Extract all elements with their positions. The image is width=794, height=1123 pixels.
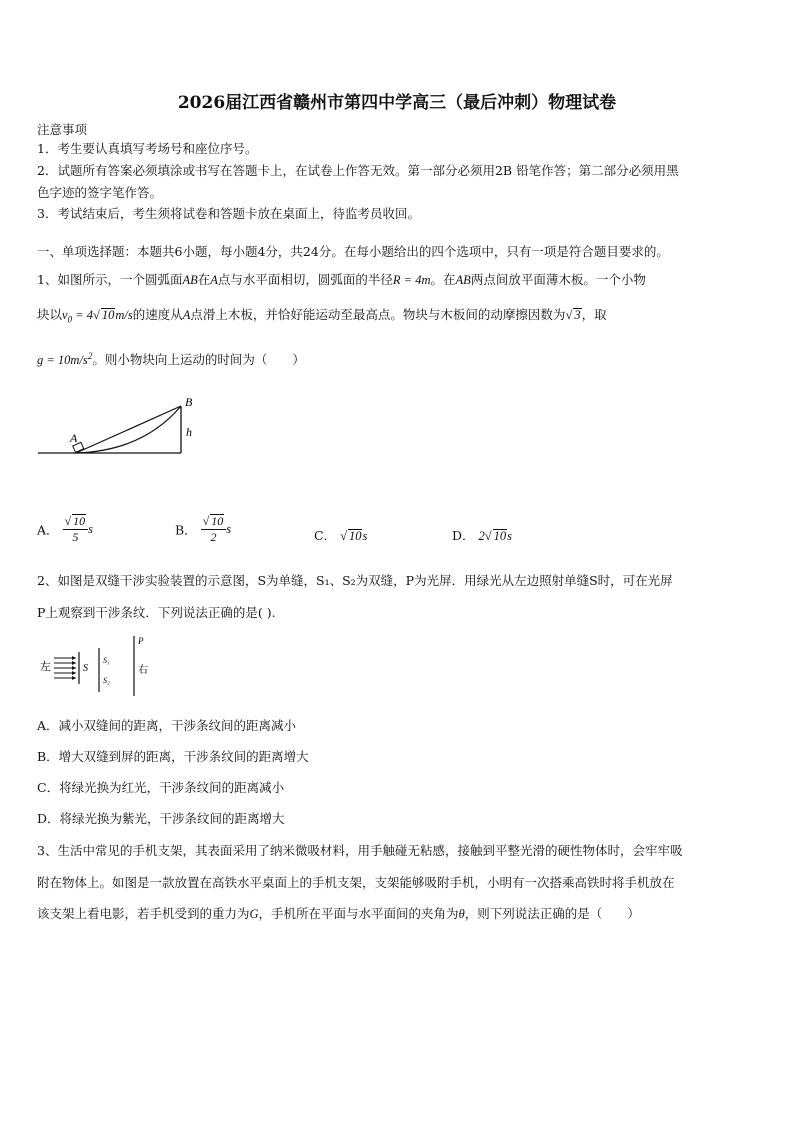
notice-item: 色字迹的签字笔作答。 (37, 185, 163, 200)
question-2-line-1: 2、如图是双缝干涉实验装置的示意图，S为单缝，S₁、S₂为双缝，P为光屏．用绿光从左边照射单缝S时，可在光屏 (37, 573, 673, 588)
question-3-line-3: 该支架上看电影，若手机受到的重力为G，手机所在平面与水平面间的夹角为θ，则下列说法正确的是（ ） (37, 906, 640, 921)
question-1-line-3: $g = 10m/s^2$。则小物块向上运动的时间为（ ） (37, 351, 305, 368)
notice-item: 3．考试结束后，考生须将试卷和答题卡放在桌面上，待监考员收回。 (37, 206, 420, 221)
question-3-line-1: 3、生活中常见的手机支架，其表面采用了纳米微吸材料，用手触碰无粘感，接触到平整光滑的硬性物体时，会牢牢吸 (37, 843, 683, 858)
double-slit-figure (38, 632, 168, 698)
section-heading: 一、单项选择题：本题共6小题，每小题4分，共24分。在每小题给出的四个选项中，只有一项是符合题目要求的。 (37, 244, 669, 259)
option-d[interactable]: D．将绿光换为紫光，干涉条纹间的距离增大 (37, 811, 285, 826)
label-a: A (70, 431, 78, 445)
option-d[interactable]: D． 2√ 10s (452, 528, 513, 543)
option-b[interactable]: B． $\frac{√ 10}{2}$ s (175, 514, 232, 544)
option-b[interactable]: B．增大双缝到屏的距离，干涉条纹间的距离增大 (37, 749, 309, 764)
question-1-line-1: 1、如图所示，一个圆弧面AB在A点与水平面相切，圆弧面的半径R = 4m。在AB两点间放平面薄木板。一个小物 (37, 272, 646, 287)
option-a[interactable]: A．减小双缝间的距离，干涉条纹间的距离减小 (37, 718, 297, 733)
question-1-line-2: 块以$v_0 = 4√$ 10m/s的速度从A点滑上木板，并恰好能运动至最高点。物块与木板间的动摩擦因数为√ 3，取 (37, 307, 607, 325)
notice-heading: 注意事项 (37, 122, 88, 137)
label-s2: S₂ (103, 676, 110, 685)
notice-item: 1．考生要认真填写考场号和座位序号。 (37, 141, 258, 156)
label-p: P (138, 636, 144, 646)
label-b: B (185, 395, 193, 409)
incline-arc-figure (38, 393, 198, 458)
label-right: 右 (138, 665, 148, 676)
question-3-line-2: 附在物体上。如图是一款放置在高铁水平桌面上的手机支架，支架能够吸附手机，小明有一次搭乘高铁时将手机放在 (37, 875, 675, 890)
question-2-line-2: P上观察到干涉条纹．下列说法正确的是( ). (37, 605, 276, 620)
notice-item: 2．试题所有答案必须填涂或书写在答题卡上，在试卷上作答无效。第一部分必须用2B 铅笔作答；第二部分必须用黑 (37, 163, 679, 178)
option-c[interactable]: C．将绿光换为红光，干涉条纹间的距离减小 (37, 780, 285, 795)
label-s: S (83, 663, 88, 674)
page-title: 2026届江西省赣州市第四中学高三（最后冲刺）物理试卷 (177, 93, 617, 113)
option-a[interactable]: A． $\frac{√ 10}{5}$ s (37, 514, 93, 544)
label-h: h (186, 425, 192, 439)
option-c[interactable]: C． √ 10s (314, 528, 368, 543)
label-left: 左 (40, 661, 51, 673)
label-s1: S₁ (103, 656, 110, 665)
